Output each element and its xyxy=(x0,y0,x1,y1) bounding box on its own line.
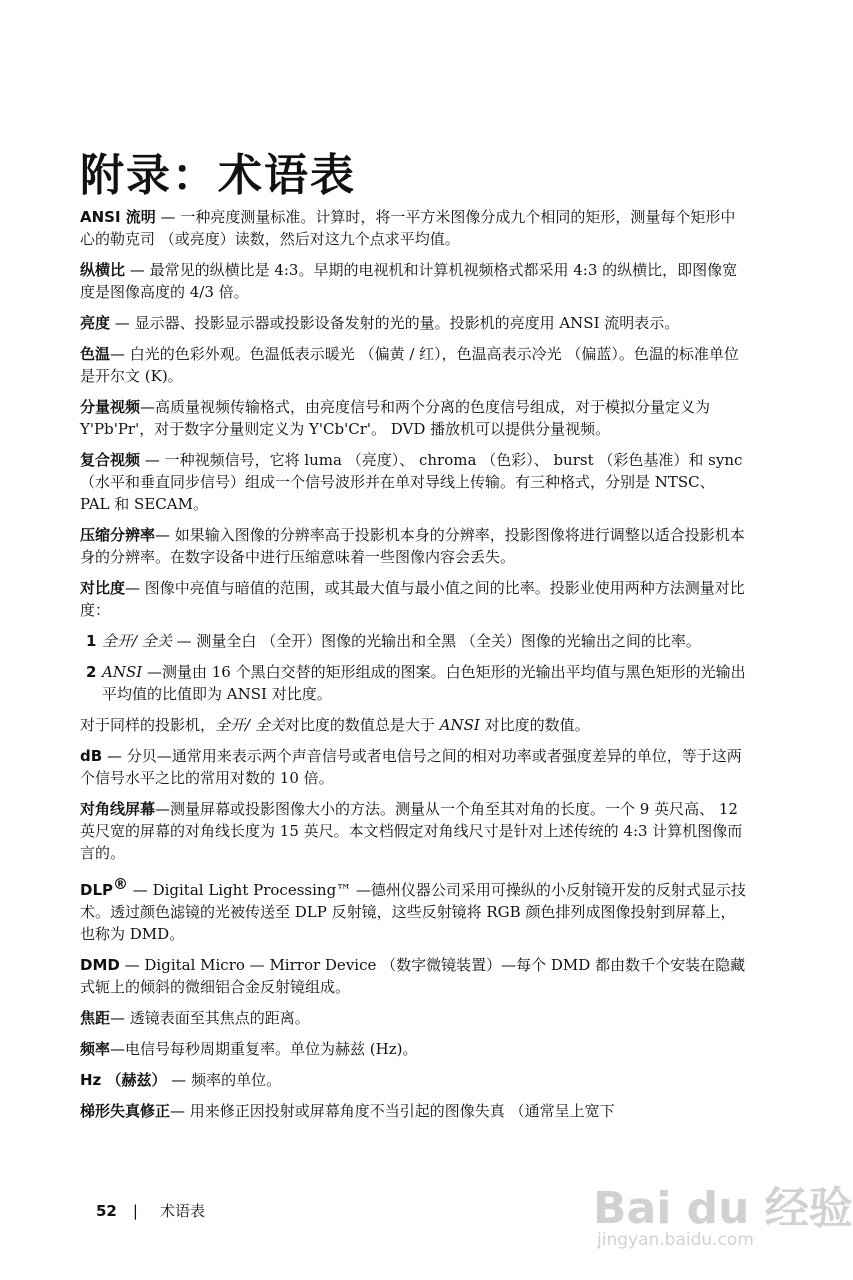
entry-dmd xyxy=(80,954,748,998)
term: 焦距 xyxy=(80,1009,111,1027)
definition: 电信号每秒周期重复率。单位为赫兹 (Hz)。 xyxy=(125,1040,418,1058)
entry-frequency xyxy=(80,1038,748,1060)
item-text: — 测量全白 （全开）图像的光输出和全黑 （全关）图像的光输出之间的比率。 xyxy=(171,632,701,650)
entry-keystone xyxy=(80,1100,748,1122)
definition: 透镜表面至其焦点的距离。 xyxy=(129,1009,310,1027)
entry-composite-video xyxy=(80,449,748,515)
entry-aspect-ratio xyxy=(80,259,748,303)
definition: 用来修正因投射或屏幕角度不当引起的图像失真 （通常呈上宽下 xyxy=(189,1102,615,1120)
term-separator: — xyxy=(140,451,165,469)
term: ANSI 流明 xyxy=(80,208,156,226)
term: 梯形失真修正 xyxy=(80,1102,171,1120)
definition: Digital Micro — Mirror Device （数字微镜装置）—每个 DMD 都由数千个安装在隐藏式轭上的倾斜的微细铝合金反射镜组成。 xyxy=(80,956,746,996)
note-text: 对比度的数值总是大于 xyxy=(284,716,440,734)
entry-contrast-ratio xyxy=(80,577,748,621)
entry-diagonal-screen xyxy=(80,798,748,864)
term-separator: — xyxy=(102,747,127,765)
term: 分量视频 xyxy=(80,398,141,416)
entry-dlp xyxy=(80,873,748,945)
footer-section: 术语表 xyxy=(159,1202,205,1220)
page-footer xyxy=(96,1200,205,1221)
entry-component-video xyxy=(80,396,748,440)
definition: 最常见的纵横比是 4:3。早期的电视机和计算机视频格式都采用 4:3 的纵横比，即图像宽度是图像高度的 4/3 倍。 xyxy=(80,261,738,301)
definition: 图像中亮值与暗值的范围，或其最大值与最小值之间的比率。投影业使用两种方法测量对比度： xyxy=(80,579,745,619)
definition: 一种亮度测量标准。计算时，将一平方米图像分成九个相同的矩形，测量每个矩形中心的勒克司 （或亮度）读数，然后对这九个点求平均值。 xyxy=(80,208,736,248)
term: 对比度 xyxy=(80,579,126,597)
term-separator: — xyxy=(155,208,181,226)
term: DLP xyxy=(80,881,114,899)
note-text: 对比度的数值。 xyxy=(479,716,590,734)
page-number: 52 xyxy=(96,1202,117,1220)
entry-db xyxy=(80,745,748,789)
term-separator: — xyxy=(140,398,156,416)
term: 纵横比 xyxy=(80,261,126,279)
item-term: ANSI xyxy=(102,663,143,681)
entry-compressed-resolution xyxy=(80,524,748,568)
definition: 一种视频信号，它将 luma （亮度）、 chroma （色彩）、 burst （彩色基准）和 sync （水平和垂直同步信号）组成一个信号波形并在单对导线上传输。有三种格式，分别是 NTSC、 PAL 和 SECAM。 xyxy=(80,451,743,513)
entry-color-temperature xyxy=(80,343,748,387)
term-separator: — xyxy=(110,1009,130,1027)
item-number: 2 xyxy=(86,663,97,681)
term-separator: — xyxy=(166,1071,192,1089)
entry-focal-length xyxy=(80,1007,748,1029)
term: 频率 xyxy=(80,1040,111,1058)
definition: Digital Light Processing™ —德州仪器公司采用可操纵的小反射镜开发的反射式显示技术。透过颜色滤镜的光被传送至 DLP 反射镜，这些反射镜将 RGB 颜色排列成图像投射到屏幕上，也称为 DMD。 xyxy=(80,881,746,943)
term-separator: — xyxy=(128,881,153,899)
term: dB xyxy=(80,747,103,765)
watermark-url: jingyan.baidu.com xyxy=(597,1230,754,1250)
term: DMD xyxy=(80,956,120,974)
definition: 分贝—通常用来表示两个声音信号或者电信号之间的相对功率或者强度差异的单位，等于这两个信号水平之比的常用对数的 10 倍。 xyxy=(80,747,742,787)
definition: 测量屏幕或投影图像大小的方法。测量从一个角至其对角的长度。一个 9 英尺高、 12 英尺宽的屏幕的对角线长度为 15 英尺。本文档假定对角线尺寸是针对上述传统的 4:3 计算机图像而言的。 xyxy=(80,800,743,862)
definition: 显示器、投影显示器或投影设备发射的光的量。投影机的亮度用 ANSI 流明表示。 xyxy=(134,314,680,332)
term: 对角线屏幕 xyxy=(80,800,156,818)
entry-ansi-lumen xyxy=(80,206,748,250)
note-emphasis: ANSI xyxy=(439,716,480,734)
contrast-method-item xyxy=(80,630,748,652)
term-separator: — xyxy=(125,261,150,279)
item-term: 全开/ 全关 xyxy=(102,632,172,650)
term: 压缩分辨率 xyxy=(80,526,156,544)
term-separator: — xyxy=(110,345,130,363)
term: 色温 xyxy=(80,345,111,363)
page-title: 附录：术语表 xyxy=(80,150,356,201)
term-separator: — xyxy=(155,800,171,818)
term: 亮度 xyxy=(80,314,111,332)
glossary-content xyxy=(80,206,748,1131)
definition: 如果输入图像的分辨率高于投影机本身的分辨率，投影图像将进行调整以适合投影机本身的分辨率。在数字设备中进行压缩意味着一些图像内容会丢失。 xyxy=(80,526,745,566)
watermark-logo-text: Bai du 经验 xyxy=(593,1183,853,1234)
term-separator: — xyxy=(110,1040,126,1058)
term-separator: — xyxy=(170,1102,190,1120)
footer-separator: | xyxy=(132,1202,138,1220)
registered-mark: ® xyxy=(113,875,129,893)
definition: 高质量视频传输格式，由亮度信号和两个分离的色度信号组成，对于模拟分量定义为 Y'Pb'Pr'，对于数字分量则定义为 Y'Cb'Cr'。 DVD 播放机可以提供分量视频。 xyxy=(80,398,711,438)
term: Hz （赫兹） xyxy=(80,1071,167,1089)
item-text: —测量由 16 个黑白交替的矩形组成的图案。白色矩形的光输出平均值与黑色矩形的光输出平均值的比值即为 ANSI 对比度。 xyxy=(102,663,746,703)
definition: 频率的单位。 xyxy=(191,1071,282,1089)
term-separator: — xyxy=(119,956,145,974)
entry-hz xyxy=(80,1069,748,1091)
contrast-method-item xyxy=(80,661,748,705)
term-separator: — xyxy=(125,579,145,597)
note-emphasis: 全开/ 全关 xyxy=(215,716,285,734)
note-text: 对于同样的投影机， xyxy=(80,716,216,734)
term-separator: — xyxy=(110,314,135,332)
contrast-note xyxy=(80,714,748,736)
term: 复合视频 xyxy=(80,451,141,469)
definition: 白光的色彩外观。色温低表示暖光 （偏黄 / 红），色温高表示冷光 （偏蓝）。色温的标准单位是开尔文 (K)。 xyxy=(80,345,739,385)
entry-brightness xyxy=(80,312,748,334)
watermark xyxy=(593,1158,853,1258)
item-number: 1 xyxy=(86,632,97,650)
term-separator: — xyxy=(155,526,175,544)
